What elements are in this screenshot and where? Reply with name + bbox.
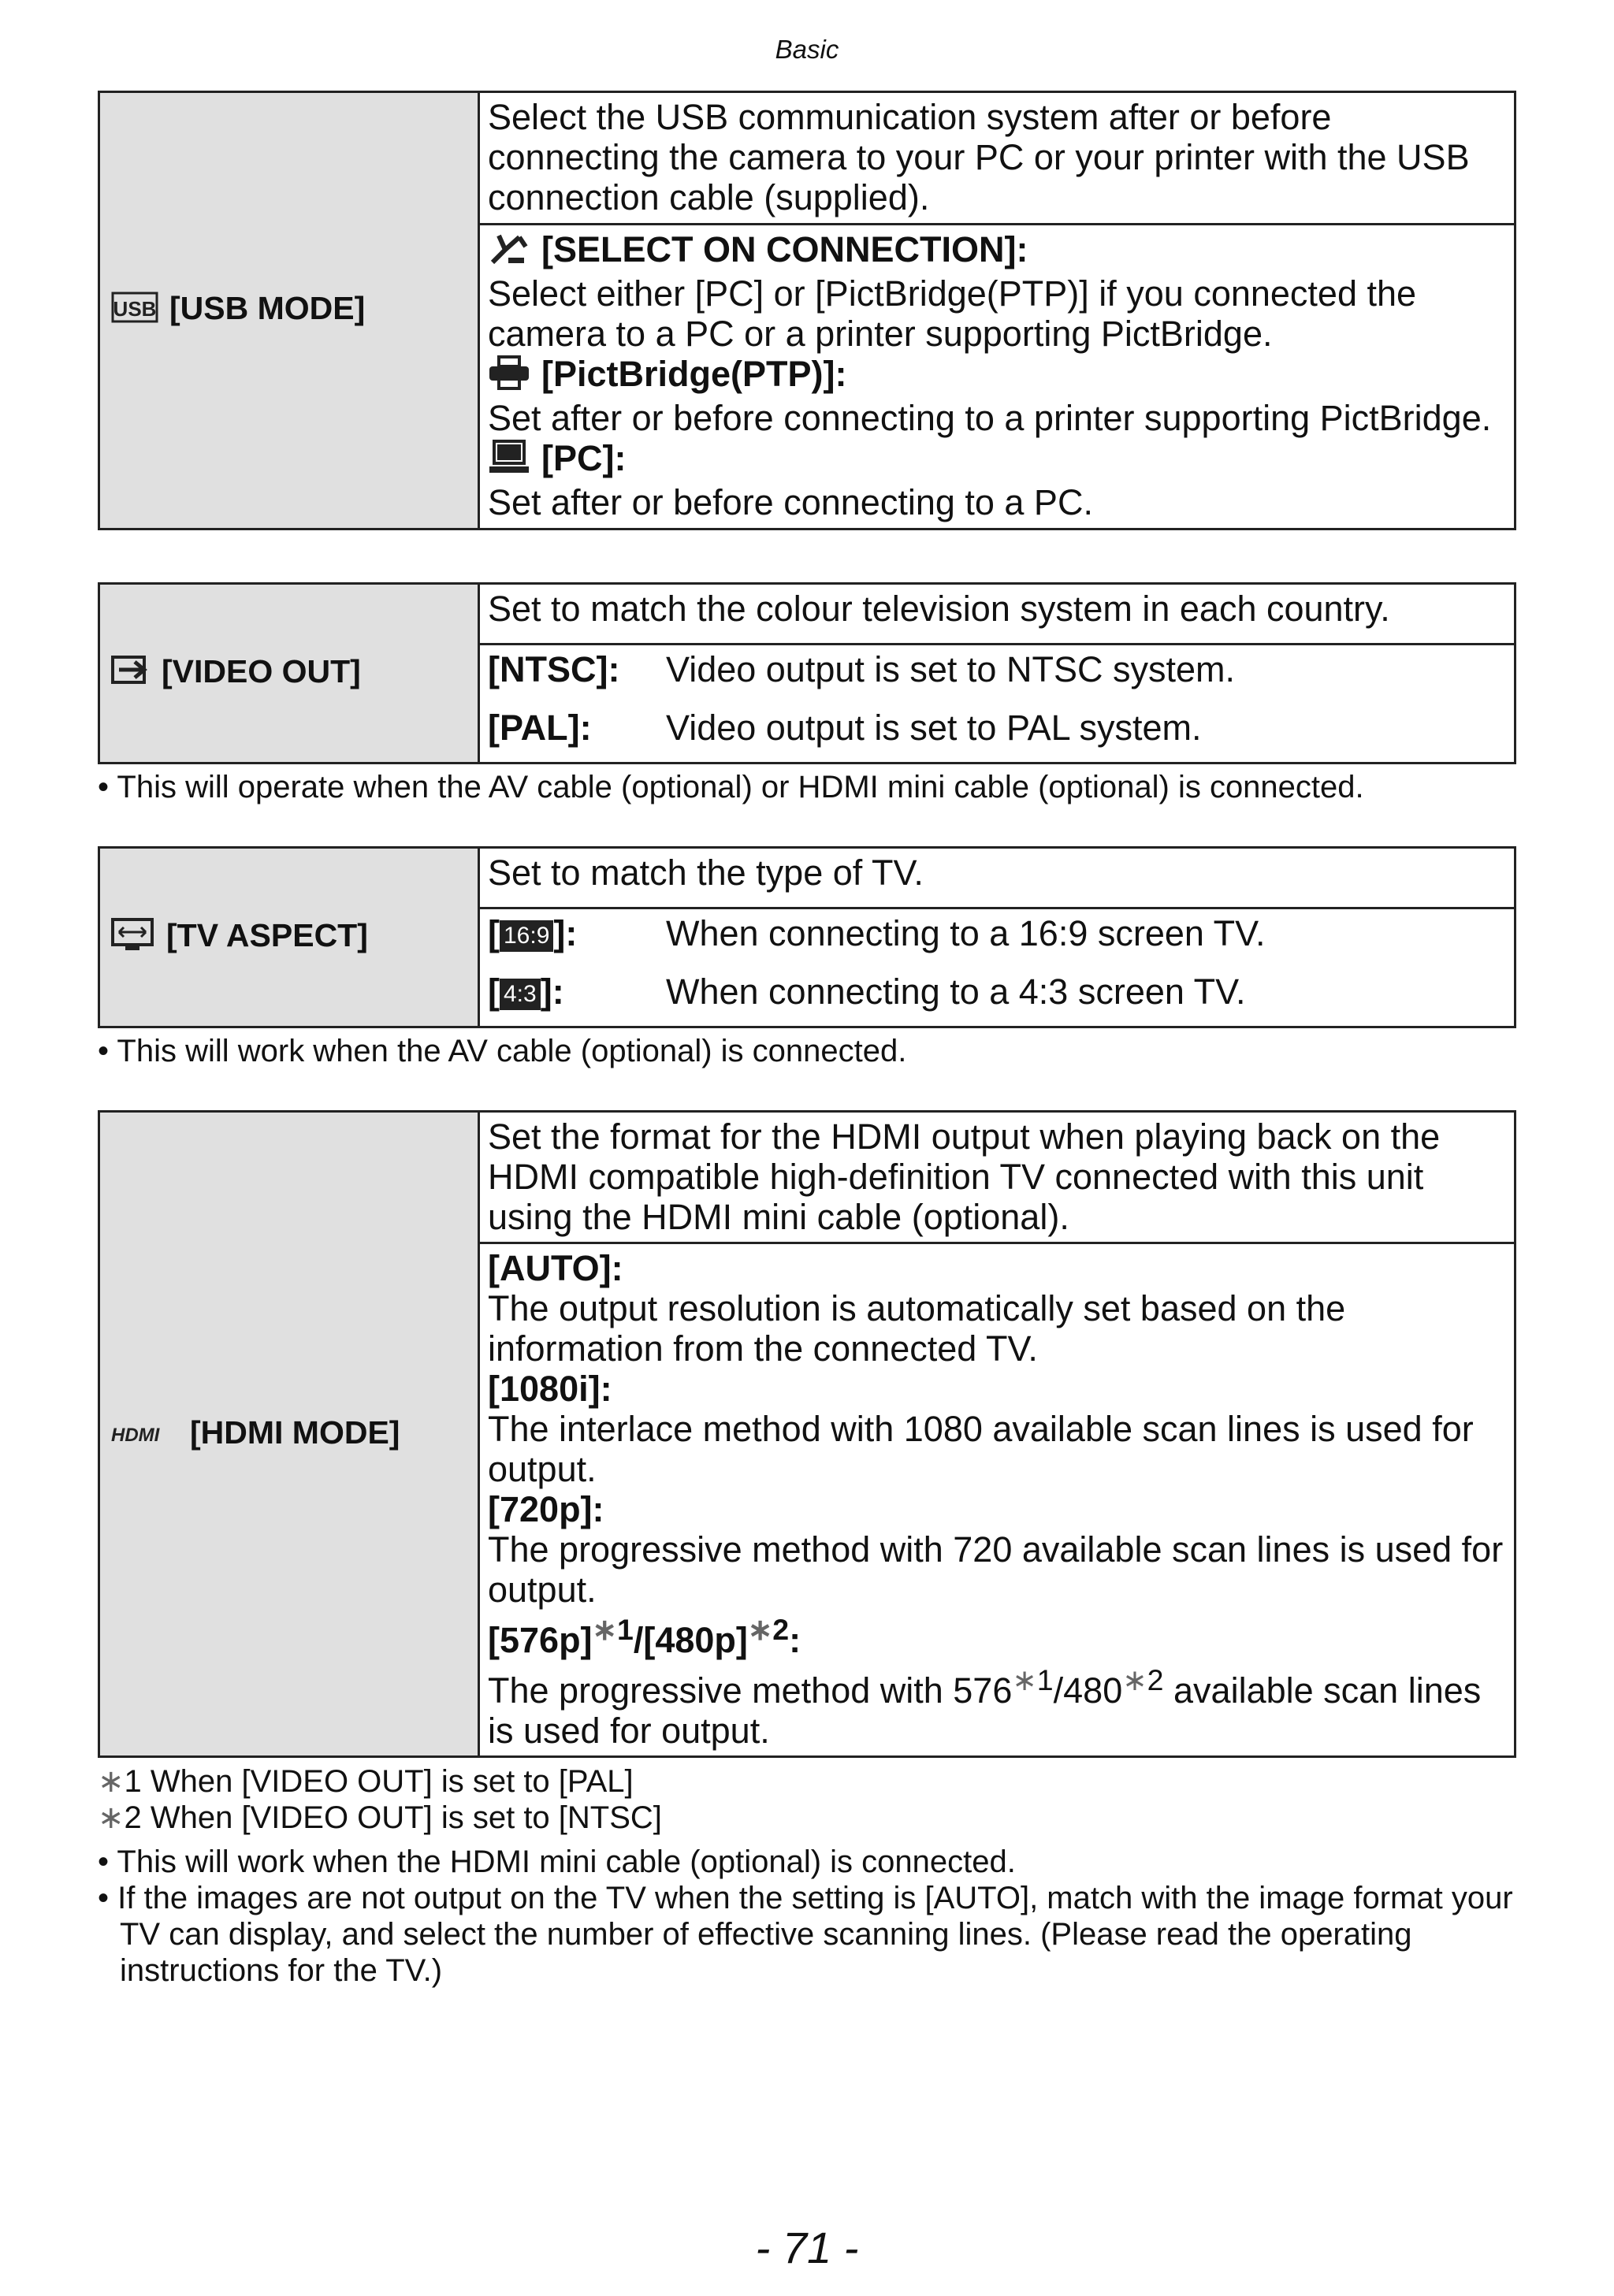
usb-mode-label-cell [99,92,479,529]
usb-option-pictbridge-title: [PictBridge(PTP)]: [541,353,847,394]
hdmi-1080i-title: [1080i]: [488,1369,612,1409]
aspect-4-3-icon: 4:3 [500,979,541,1010]
tv-aspect-wide-row: [ 16:9 ]: When connecting to a 16:9 screen TV. [479,908,1515,968]
hdmi-icon [111,1417,179,1454]
usb-mode-options [479,224,1515,529]
hdmi-mode-options [479,1243,1515,1757]
hdmi-auto-title: [AUTO]: [488,1248,623,1288]
usb-icon [111,292,158,331]
pc-icon [488,440,530,482]
hdmi-1080i-text: The interlace method with 1080 available scan lines is used for output. [488,1409,1474,1489]
hdmi-576p-title: $[576p]^{∗1}/[480p]^{∗2}$: [488,1613,801,1660]
video-out-pal-row [479,704,1515,763]
tv-aspect-icon [111,916,155,959]
page-number: - 71 - [755,2223,859,2272]
page-header: Basic [775,35,839,64]
ntsc-value: Video output is set to NTSC system. [666,649,1235,689]
video-out-ntsc-row [479,645,1515,704]
svg-text:HDMI: HDMI [111,1424,160,1446]
hdmi-note-2: • If the images are not output on the TV when the setting is [AUTO], match with the image format your TV can display, and select the number of effective scanning lines. (Please read the operating instructions for the TV.) [98,1881,1513,1988]
svg-text:USB: USB [113,296,157,321]
hdmi-mode-label: [HDMI MODE] [190,1414,400,1451]
hdmi-footnotes [98,1763,662,1836]
usb-option-pictbridge-text: Set after or before connecting to a printer supporting PictBridge. [488,397,1492,438]
video-out-label-cell [99,584,479,763]
usb-option-select-title: [SELECT ON CONNECTION]: [541,228,1028,269]
video-out-label: [VIDEO OUT] [162,652,361,689]
std-value: When connecting to a 4:3 screen TV. [666,972,1246,1012]
pal-key: [PAL]: [488,708,592,748]
usb-mode-table [98,91,1516,530]
usb-option-select-text: Select either [PC] or [PictBridge(PTP)] if you connected the camera to a PC or a printer supporting PictBridge. [488,273,1417,354]
footnote-2: ∗2 When [VIDEO OUT] is set to [NTSC] [98,1800,662,1835]
tv-aspect-note: • This will work when the AV cable (optional) is connected. [98,1034,907,1068]
usb-option-pc-title: [PC]: [541,437,627,478]
hdmi-auto-text: The output resolution is automatically set based on the information from the connected TV. [488,1288,1346,1369]
video-out-table [98,582,1516,764]
video-out-intro: Set to match the colour television system in each country. [479,584,1515,645]
hdmi-720p-text: The progressive method with 720 available scan lines is used for output. [488,1529,1504,1610]
video-out-note: • This will operate when the AV cable (optional) or HDMI mini cable (optional) is connected. [98,770,1364,804]
pal-value: Video output is set to PAL system. [666,708,1202,748]
hdmi-mode-label-cell [99,1112,479,1757]
hdmi-mode-intro: Set the format for the HDMI output when playing back on the HDMI compatible high-definition TV connected with this unit using the HDMI mini cable (optional). [479,1112,1515,1243]
tv-aspect-intro: Set to match the type of TV. [479,848,1515,908]
hdmi-note-1: • This will work when the HDMI mini cable (optional) is connected. [98,1845,1016,1879]
aspect-16-9-icon: 16:9 [500,920,553,952]
video-out-icon [111,654,151,693]
ntsc-key: [NTSC]: [488,649,620,689]
tv-aspect-table [98,846,1516,1028]
footnote-1: ∗1 When [VIDEO OUT] is set to [PAL] [98,1764,634,1799]
hdmi-576p-text: The progressive method with $576^{∗1}/480^{∗2}$ available scan lines is used for output. [488,1663,1482,1751]
usb-option-pc-text: Set after or before connecting to a PC. [488,481,1093,522]
wide-value: When connecting to a 16:9 screen TV. [666,913,1266,953]
tv-aspect-std-row: [ 4:3 ]: When connecting to a 4:3 screen TV. [479,968,1515,1027]
tv-aspect-label: [TV ASPECT] [166,916,368,953]
hdmi-notes [98,1844,1516,1989]
usb-mode-label: [USB MODE] [169,290,366,327]
printer-icon [488,355,530,398]
hdmi-720p-title: [720p]: [488,1489,604,1529]
select-connection-icon [488,231,530,273]
hdmi-mode-table [98,1110,1516,1758]
tv-aspect-label-cell [99,848,479,1027]
usb-mode-intro: Select the USB communication system after or before connecting the camera to your PC or your printer with the USB connection cable (supplied). [479,92,1515,225]
